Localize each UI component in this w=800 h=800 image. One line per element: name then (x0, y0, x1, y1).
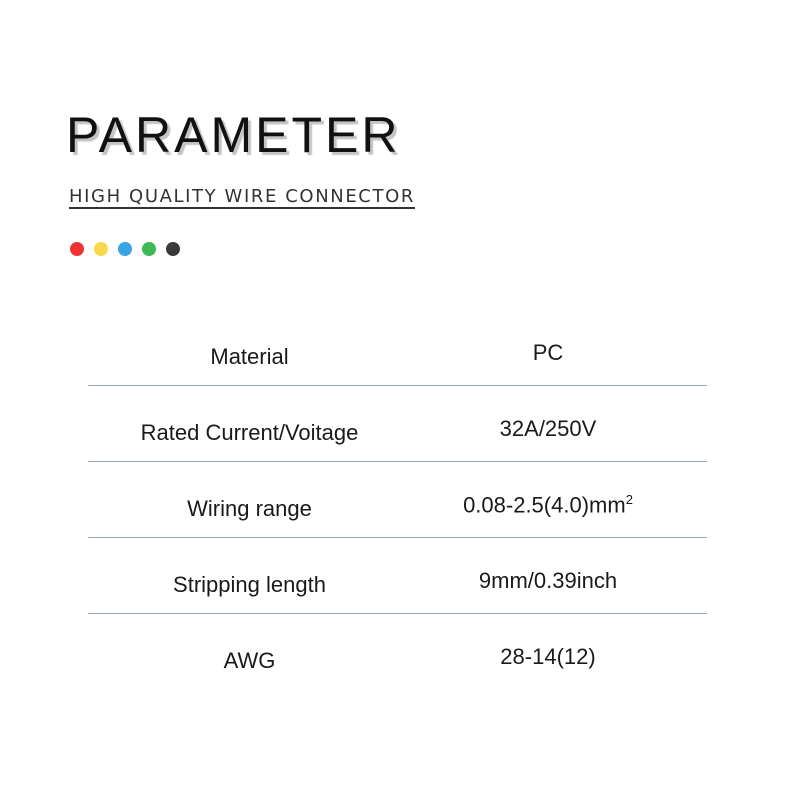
spec-label: Stripping length (173, 572, 326, 597)
table-row (88, 386, 707, 462)
red-dot-icon (70, 242, 84, 256)
spec-label: Wiring range (187, 496, 312, 521)
color-dots (70, 242, 180, 256)
page-title: PARAMETER (66, 107, 401, 163)
table-row (88, 614, 707, 689)
spec-label: Rated Current/Voitage (140, 420, 359, 445)
dark-gray-dot-icon (166, 242, 180, 256)
spec-value-text: 9mm/0.39inch (478, 568, 618, 593)
table-row (88, 310, 707, 386)
spec-value-text: 28-14(12) (500, 644, 596, 669)
spec-value-text: 32A/250V (499, 416, 597, 441)
spec-value (388, 644, 708, 670)
blue-dot-icon (118, 242, 132, 256)
spec-value (388, 492, 708, 518)
yellow-dot-icon (94, 242, 108, 256)
superscript: 2 (625, 492, 633, 507)
spec-label: Material (210, 344, 289, 369)
spec-value (388, 416, 708, 442)
spec-value (388, 568, 708, 594)
page-subtitle: HIGH QUALITY WIRE CONNECTOR (69, 186, 415, 207)
spec-value-text: 0.08-2.5(4.0)mm (463, 492, 626, 518)
spec-value (388, 340, 708, 366)
spec-value-text: PC (532, 340, 564, 365)
table-row (88, 462, 707, 538)
parameter-table (88, 310, 707, 689)
table-row (88, 538, 707, 614)
spec-label: AWG (223, 648, 276, 673)
green-dot-icon (142, 242, 156, 256)
